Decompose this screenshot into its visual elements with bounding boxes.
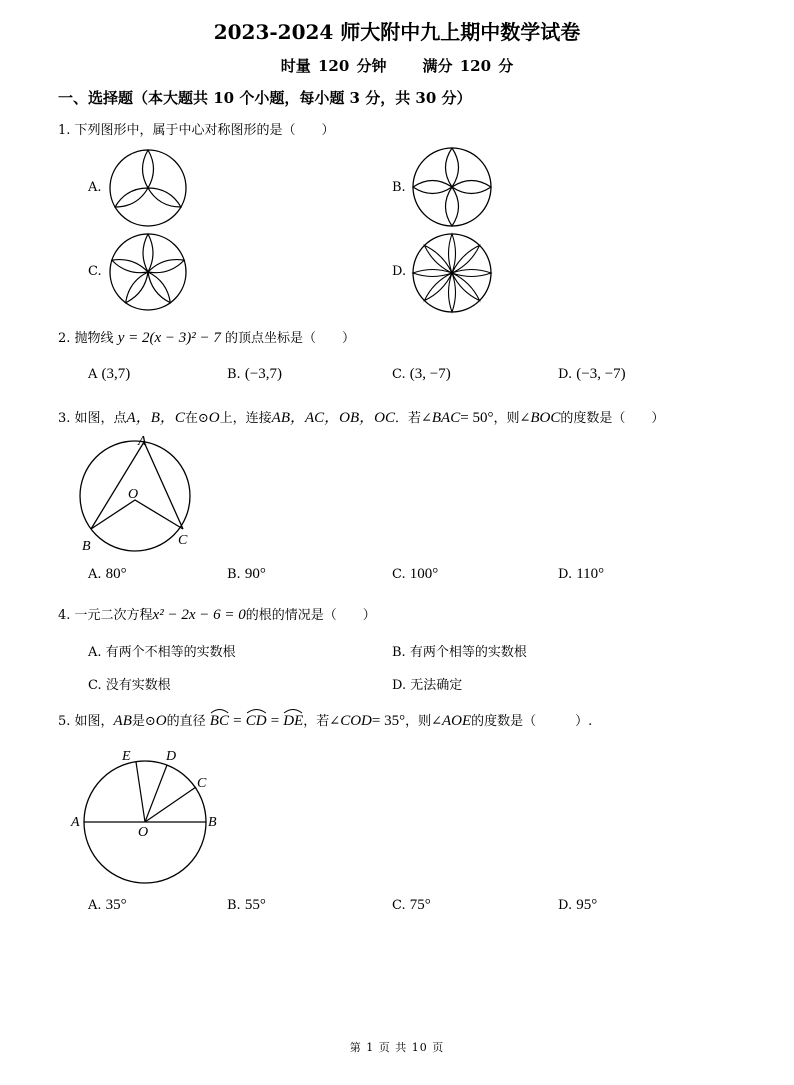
q5-stem-mid3: ，若∠: [303, 714, 341, 729]
q3-option-d: [558, 566, 604, 583]
q3-angle-bac: BAC: [431, 410, 461, 426]
q5-stem-post: 的度数是（ ）.: [471, 714, 593, 729]
q2-formula: y = 2(x − 3)² − 7: [117, 330, 221, 346]
q3-option-b-value: 90°: [244, 566, 266, 582]
q5-radius-oc: [145, 787, 196, 822]
q2-option-b: [227, 366, 282, 383]
q5-option-c-label: C.: [392, 898, 406, 913]
q1d-petal: [422, 271, 455, 304]
q5-option-a-value: 35°: [105, 897, 127, 913]
q1d-petal: [452, 270, 491, 277]
q1d-petal: [413, 270, 452, 277]
q1b-petal: [446, 148, 459, 187]
q3-stem: [58, 406, 664, 427]
q1-option-a-label: A.: [88, 180, 102, 195]
q5-stem-mid1: 是⊙: [131, 714, 156, 729]
q3-option-d-value: 110°: [576, 566, 605, 582]
time-limit: 时量 120 分钟: [280, 57, 387, 75]
q5-option-a: [88, 897, 127, 914]
q4-option-c-label: C.: [88, 678, 102, 693]
q5-label-b: B: [208, 815, 217, 830]
q5-label-c: C: [197, 776, 207, 791]
q5-option-d: [558, 897, 597, 914]
q5-option-c: [392, 897, 431, 914]
q5-arc-bc-text: BC: [209, 713, 229, 729]
section-heading: 一、选择题（本大题共 10 个小题，每小题 3 分，共 30 分）: [58, 89, 472, 107]
q2-option-a: [88, 366, 130, 383]
q5-label-a: A: [71, 815, 80, 830]
q5-stem: [58, 710, 592, 730]
q4-stem: [58, 604, 376, 624]
q3-stem-mid4: ，则∠: [493, 411, 531, 426]
q3-stem-post: 的度数是（ ）: [560, 411, 665, 426]
q5-option-d-label: D.: [558, 898, 573, 913]
q1-option-a-figure: [108, 148, 188, 228]
q4-option-c-value: 没有实数根: [105, 678, 171, 693]
q5-radius-oe: [136, 762, 145, 822]
q2-option-d-label: D.: [558, 367, 573, 382]
q2-option-d: [558, 366, 626, 383]
q3-option-a-label: A.: [88, 567, 102, 582]
q5-arc-de-text: DE: [283, 713, 304, 729]
q1d-petal: [450, 243, 483, 276]
q3-label-o: O: [128, 487, 139, 502]
q5-arc-bc: [210, 713, 229, 730]
q3-option-c-value: 100°: [409, 566, 439, 582]
q5-equals-2: =: [270, 713, 280, 729]
q3-option-c-label: C.: [392, 567, 406, 582]
q1c-petal: [143, 234, 153, 272]
q5-arc-cd: [246, 713, 267, 730]
q3-circle-name: O: [208, 410, 220, 426]
q5-option-a-label: A.: [88, 898, 102, 913]
q2-option-c-value: (3, −7): [409, 366, 451, 382]
q4-option-a-value: 有两个不相等的实数根: [105, 645, 236, 660]
q1-stem: 1. 下列图形中，属于中心对称图形的是（ ）: [58, 123, 335, 138]
exam-subtitle: [0, 55, 794, 76]
q3-option-b-label: B.: [227, 567, 241, 582]
q1b-petal: [413, 181, 452, 194]
q1-option-c-label: C.: [88, 264, 102, 279]
q5-stem-mid2: 的直径: [166, 714, 206, 729]
q4-option-b-label: B.: [392, 645, 406, 660]
q5-label-d: D: [166, 749, 177, 764]
q5-angle-aoe: AOE: [442, 713, 472, 729]
q1-option-b-figure: [411, 146, 493, 228]
q4-option-a-label: A.: [88, 645, 102, 660]
q1a-petal: [143, 150, 154, 188]
q2-option-c: [392, 366, 451, 383]
q1d-petal: [422, 243, 455, 276]
q3-label-c: C: [178, 533, 188, 548]
q1c-petal: [144, 269, 174, 306]
q1a-petal: [112, 183, 150, 212]
q3-stem-mid3: ．若∠: [394, 411, 432, 426]
q1-option-d-label: D.: [392, 264, 407, 279]
q1-option-d-figure: [411, 232, 493, 314]
q1d-petal: [449, 234, 456, 273]
q3-option-b: [227, 566, 266, 583]
q3-points: A，B，C: [126, 410, 185, 426]
q3-stem-pre: 3. 如图，点: [58, 411, 127, 426]
q5-option-c-value: 75°: [409, 897, 431, 913]
q3-figure: [70, 432, 210, 556]
q1d-petal: [449, 273, 456, 312]
q1d-petal: [450, 271, 483, 304]
q3-option-d-label: D.: [558, 567, 573, 582]
q2-option-b-value: (−3,7): [244, 366, 283, 382]
q2-option-b-label: B.: [227, 367, 241, 382]
q2-stem-post: 的顶点坐标是（ ）: [225, 331, 356, 346]
q1a-petal: [145, 183, 183, 212]
q5-option-b-label: B.: [227, 898, 241, 913]
q3-radii-ob-oc: [91, 500, 183, 529]
q2-option-c-label: C.: [392, 367, 406, 382]
q4-stem-pre: 4. 一元二次方程: [58, 608, 153, 623]
q4-option-b: [392, 641, 527, 660]
q2-option-a-value: (3,7): [101, 366, 131, 382]
q5-figure: [66, 740, 226, 890]
q4-option-b-value: 有两个相等的实数根: [409, 645, 527, 660]
q1b-petal: [446, 187, 459, 226]
q5-arc-cd-text: CD: [245, 713, 267, 729]
q2-option-d-value: (−3, −7): [576, 366, 626, 382]
q5-option-b: [227, 897, 266, 914]
q5-equals-1: =: [233, 713, 242, 729]
q4-option-d-label: D.: [392, 678, 407, 693]
q1b-petal: [452, 181, 491, 194]
full-score: 满分 120 分: [422, 57, 514, 75]
q4-option-c: [88, 674, 171, 693]
q5-angle-cod: COD: [340, 713, 372, 729]
q2-option-a-label: A: [88, 367, 98, 382]
q4-formula: x² − 2x − 6 = 0: [152, 607, 246, 623]
q5-radius-od: [145, 765, 167, 822]
page-footer: 第 1 页 共 10 页: [349, 1041, 445, 1054]
q5-stem-mid4: ，则∠: [405, 714, 442, 729]
q5-option-b-value: 55°: [244, 897, 266, 913]
q5-diameter-ab: AB: [113, 713, 132, 729]
q3-stem-mid1: 在⊙: [184, 411, 209, 426]
q3-option-a: [88, 566, 127, 583]
q5-circle-name: O: [155, 713, 167, 729]
q3-angle-value: = 50°: [460, 410, 494, 426]
q3-segments: AB，AC，OB，OC: [271, 410, 395, 426]
q4-option-d: [392, 674, 462, 693]
q3-stem-mid2: 上，连接: [219, 411, 272, 426]
q4-option-d-value: 无法确定: [410, 678, 463, 693]
q4-stem-post: 的根的情况是（ ）: [245, 608, 376, 623]
q5-label-o: O: [138, 825, 149, 840]
q2-stem-pre: 2. 抛物线: [58, 331, 114, 346]
q3-option-a-value: 80°: [105, 566, 127, 582]
q1c-petal: [122, 269, 152, 306]
q3-label-a: A: [138, 434, 147, 449]
q3-label-b: B: [82, 539, 91, 554]
q5-angle-value: = 35°: [371, 713, 406, 729]
q3-chords-ab-ac: [91, 442, 183, 529]
q5-label-e: E: [122, 749, 131, 764]
q3-option-c: [392, 566, 438, 583]
q5-arc-de: [283, 713, 303, 730]
q2-stem: [58, 327, 355, 347]
q3-angle-boc: BOC: [530, 410, 561, 426]
q4-option-a: [88, 641, 236, 660]
q1-option-b-label: B.: [392, 180, 406, 195]
q1-option-c-figure: [108, 232, 188, 312]
q5-stem-pre: 5. 如图，: [58, 714, 114, 729]
exam-title: 2023-2024 师大附中九上期中数学试卷: [213, 20, 581, 44]
q5-option-d-value: 95°: [576, 897, 598, 913]
